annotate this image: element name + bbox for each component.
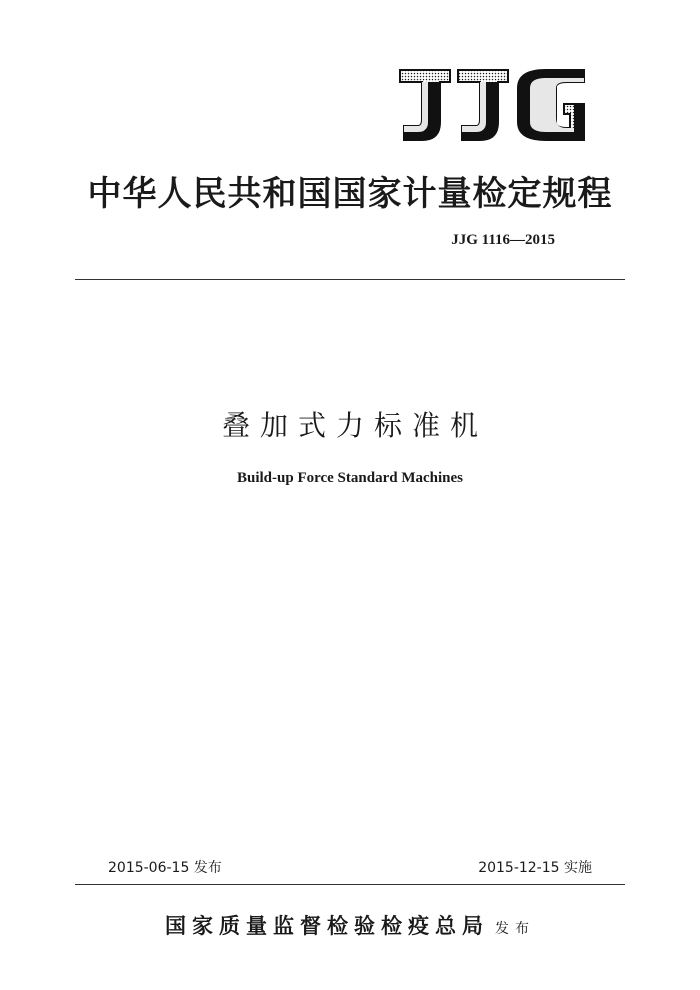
document-title-cn: 叠加式力标准机 bbox=[221, 409, 488, 442]
regulation-code: JJG 1116—2015 bbox=[451, 232, 555, 248]
jjg-logo bbox=[398, 66, 588, 144]
top-divider bbox=[75, 279, 625, 280]
publisher-action: 发布 bbox=[495, 921, 535, 937]
logo-letter-j2 bbox=[458, 70, 508, 140]
issue-date: 2015-06-15 发布 bbox=[108, 860, 222, 876]
effective-date: 2015-12-15 实施 bbox=[478, 860, 592, 876]
regulation-series-title: 中华人民共和国国家计量检定规程 bbox=[87, 174, 613, 214]
document-title-en: Build-up Force Standard Machines bbox=[236, 470, 463, 486]
logo-letter-g bbox=[518, 70, 584, 140]
logo-letter-j1 bbox=[400, 70, 450, 140]
publisher-line bbox=[0, 910, 700, 940]
publisher-org: 国家质量监督检验检疫总局 bbox=[165, 913, 489, 938]
bottom-divider bbox=[75, 884, 625, 885]
